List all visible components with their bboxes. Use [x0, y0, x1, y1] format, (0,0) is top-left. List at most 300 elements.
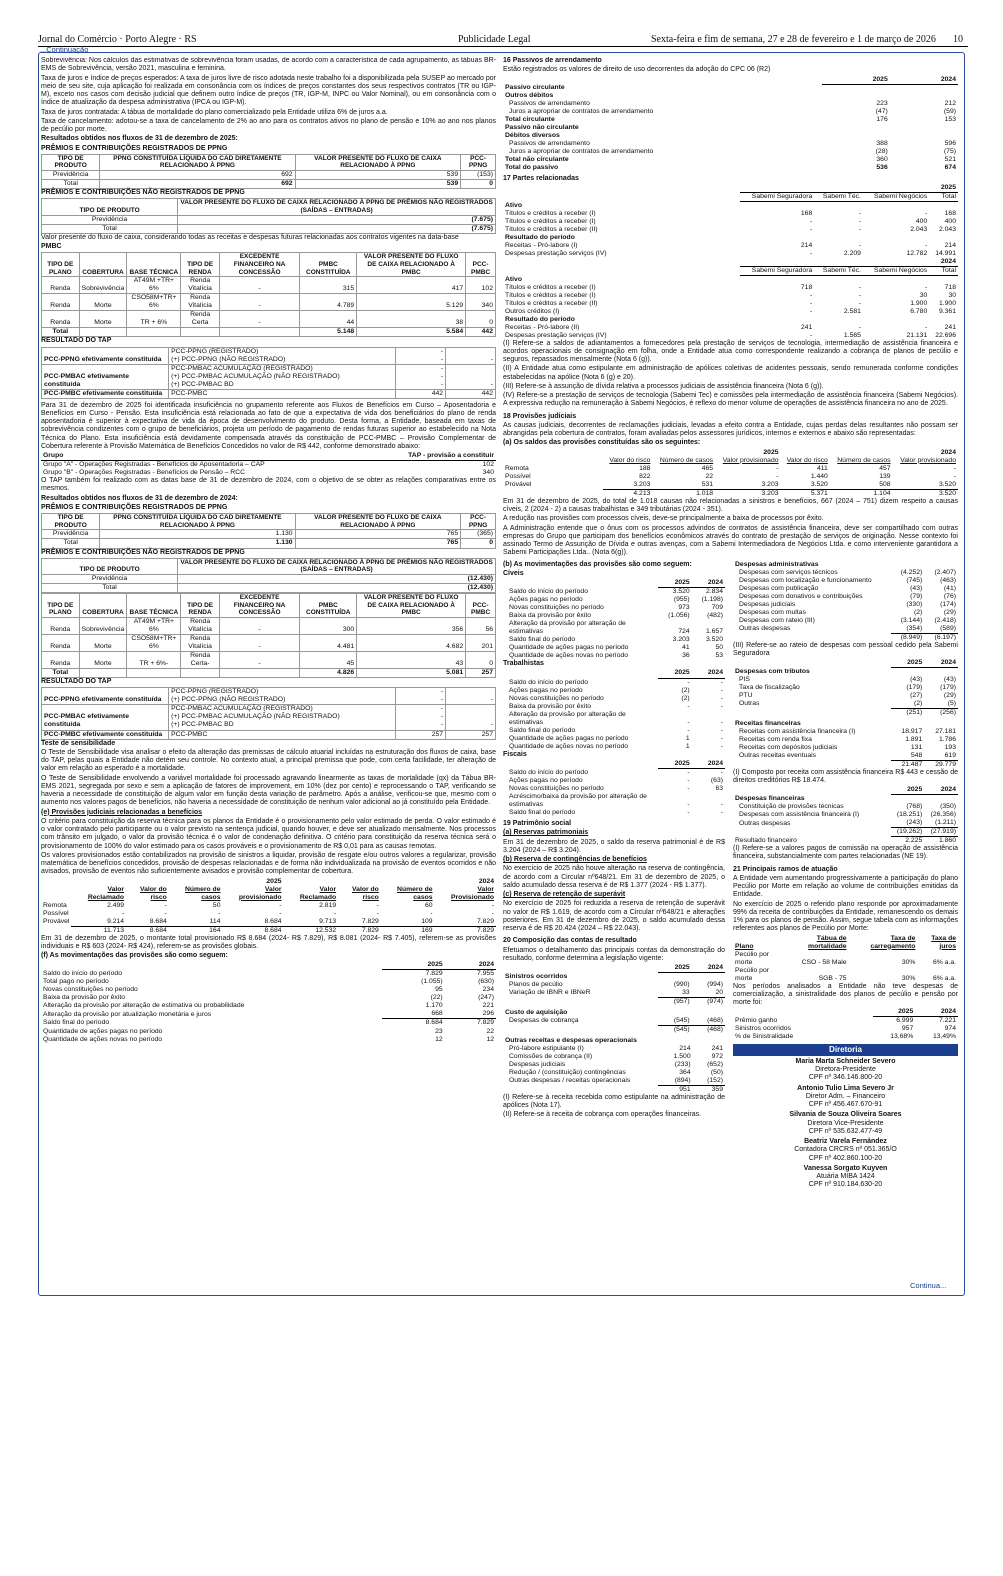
table-row: [42, 618, 496, 635]
note19-title: 19 Patrimônio social: [503, 820, 572, 827]
row-label: Comissões de cobrança (II): [509, 1052, 593, 1060]
table-cell: [863, 276, 929, 284]
tap-values: 257: [396, 730, 446, 739]
table-cell: 56: [466, 618, 496, 635]
value-2025: (3.144): [900, 616, 923, 624]
table-row: [42, 277, 496, 294]
revenue-footnote: (I) Composto por receita com assistência financeira R$ 443 e cessão de direitos creditórios R$ 18.474.: [733, 768, 958, 785]
row-label: Ativo: [505, 201, 522, 209]
table-row: [503, 300, 958, 308]
year-label: 2024: [692, 964, 725, 973]
tap-result-table: [41, 347, 496, 399]
table-cell: 822: [639, 472, 651, 480]
table-cell: 300: [300, 618, 357, 635]
table-cell: 2.043: [938, 226, 956, 234]
column-header: PCC-PPNG: [461, 154, 496, 170]
table-row: [503, 727, 725, 735]
row-label: Despesas com publicação: [739, 584, 819, 592]
table-row: [733, 684, 958, 692]
value-2024: 974: [944, 1025, 956, 1033]
row-label: Despesas de cobrança: [509, 1017, 579, 1025]
financial-table: [733, 561, 958, 642]
signer-name: Antonio Tulio Lima Severo Jr: [797, 1084, 894, 1092]
column-header: Valor Provisionado: [450, 885, 494, 901]
value-2025: [891, 795, 925, 803]
table-row: [733, 577, 958, 585]
value-2025: 973: [678, 604, 690, 612]
tap-items: PCC-PMBC: [169, 730, 396, 739]
table-row: [503, 1053, 725, 1061]
value-2024: 296: [482, 1010, 494, 1018]
table-cell: Possível: [43, 909, 69, 917]
table-cell: 4.789: [300, 294, 357, 311]
row-label: Total não circulante: [505, 156, 569, 164]
table-cell: Total: [42, 328, 80, 337]
table-row: [733, 744, 958, 752]
table-row: [41, 994, 496, 1002]
value-2024: -: [720, 702, 723, 710]
table-row: [42, 669, 496, 678]
tap-result-table: [41, 687, 496, 739]
table-cell: 400: [944, 218, 956, 225]
column-header: Sabemi Seguradora: [740, 193, 815, 202]
table-cell: 5.148: [300, 328, 357, 337]
year-header-row: [503, 579, 725, 588]
table-cell: -: [953, 464, 956, 472]
value-2025: (43): [910, 675, 923, 683]
note21-text: A Entidade vem aumentando progressivamente a participação do plano Pecúlio por Morte em relação ao volume de contribuições emitidas da Entidade.: [733, 874, 958, 899]
value-2024: [890, 124, 958, 132]
table-cell: [41, 926, 71, 935]
unregistered-premiums-title: PRÊMIOS E CONTRIBUIÇÕES NÃO REGISTRADOS DE PPNG: [41, 548, 245, 556]
table-header: [42, 594, 496, 618]
table-cell: 4.826: [300, 669, 357, 678]
continuation-bottom: Continua...: [910, 1281, 947, 1290]
table-cell: Renda Certa: [181, 311, 219, 328]
table-cell: CSO - 58 Male: [801, 958, 847, 966]
blank-head: [503, 457, 603, 465]
table-row: [503, 210, 958, 218]
row-label: [503, 1085, 658, 1094]
note18a-title: (a) Os saldos das provisões constituídas são os seguintes:: [503, 439, 701, 447]
table-cell: -: [809, 331, 813, 339]
value-2024: (630): [478, 978, 494, 986]
value-2024: (152): [707, 1076, 723, 1084]
table-row: [42, 347, 496, 364]
table-row: [42, 730, 496, 739]
table-cell: 9.214: [107, 917, 125, 925]
blank-head: [41, 878, 71, 886]
table-row: [503, 793, 725, 809]
table-row: [503, 1009, 725, 1017]
table-row: [41, 902, 496, 910]
table-cell: [181, 669, 219, 678]
table-cell: -: [219, 652, 300, 669]
table-cell: -: [491, 909, 494, 917]
tap-group: PCC-PMBAC efetivamente constituída: [42, 705, 169, 730]
column-header: VALOR PRESENTE DO FLUXO DE CAIXA RELACIONADO À PPNG DE PRÊMIOS NÃO REGISTRADOS (SAÍDAS – ENTRADAS): [178, 558, 496, 574]
column-header: EXCEDENTE FINANCEIRO NA CONCESSÃO: [219, 594, 300, 618]
value-2024: 221: [482, 1002, 494, 1010]
year-label: 2025: [658, 964, 691, 973]
row-label: Custo de aquisição: [505, 1008, 568, 1016]
table-cell: Renda: [42, 311, 80, 328]
table-cell: 50: [212, 901, 221, 909]
row-label: Resultado do período: [505, 234, 575, 242]
row-label: Passivo circulante: [505, 84, 565, 92]
row-label: Outras despesas: [739, 819, 791, 827]
value-2025: -: [687, 768, 690, 776]
table-cell: [740, 316, 815, 324]
value-2024: 212: [944, 100, 956, 108]
column-header: Valor do risco: [786, 456, 828, 464]
table-cell: 2.209: [843, 250, 861, 258]
value-2025: [822, 132, 890, 140]
table-row: [41, 1019, 496, 1028]
year-label: 2024: [915, 1008, 958, 1017]
table-cell: [181, 328, 219, 337]
table-cell: 3.520: [810, 480, 828, 488]
value-2024: 7.221: [938, 1017, 956, 1025]
table-cell: Morte: [79, 294, 127, 311]
value-2025: (768): [906, 802, 923, 810]
table-row: [503, 108, 958, 116]
year-label: 2025: [873, 1008, 916, 1017]
row-label: Títulos e créditos a receber (I): [505, 209, 596, 217]
tap-total: -: [446, 688, 496, 705]
value-2025: (1.055): [421, 978, 443, 986]
row-label: Despesas com localização e funcionamento: [739, 576, 872, 584]
table-row: [42, 539, 496, 548]
intro-paragraph: Taxa de juros contratada: A tábua de mortalidade do plano comercializado pela Entidade utiliza 6% de juros a.a.: [41, 108, 388, 116]
year-header-row: [503, 184, 958, 193]
tap-result-title: RESULTADO DO TAP: [41, 678, 112, 686]
column-header: Valor provisionado: [900, 456, 956, 464]
note20-footnote: (II) Refere-se à receita de cobrança com operações financeiras.: [503, 1111, 702, 1119]
table-row: [503, 636, 725, 644]
blank-head: [733, 1008, 873, 1017]
value-2024: [692, 1009, 725, 1017]
value-2025: 360: [876, 156, 888, 164]
tap-values: - - -: [396, 705, 446, 730]
column-header: VALOR PRESENTE DO FLUXO DE CAIXA RELACIONADO À PPNG DE PRÊMIOS NÃO REGISTRADOS (SAÍDAS – ENTRADAS): [178, 199, 496, 215]
row-label: Planos de pecúlio: [509, 980, 563, 988]
value-2024: (5): [947, 699, 956, 707]
table-row: [733, 609, 958, 617]
equity-text: No exercício de 2025 foi reduzida a reserva de retenção de superávit no valor de R$ 1.619, de acordo com a Circular nº648/21 e alterações posteriores. Em 31 de dezembro de 2025, o saldo acumulado dessa reserva é de R$ 20.424 (2024 – R$ 22.043).: [503, 900, 725, 932]
column-header: EXCEDENTE FINANCEIRO NA CONCESSÃO: [219, 253, 300, 277]
table-row: [41, 469, 496, 477]
row-label: Redução / (constituição) contingências: [509, 1068, 626, 1076]
row-label: Quantidade de ações pagas no período: [43, 1027, 163, 1035]
row-label: Taxa de fiscalização: [739, 683, 800, 691]
column-header: PCC-PPNG: [461, 514, 496, 530]
column-header: VALOR PRESENTE DO FLUXO DE CAIXA RELACIONADO À PMBC: [357, 594, 466, 618]
table-cell: 718: [944, 283, 956, 291]
signer-name: Silvania de Souza Oliveira Soares: [789, 1111, 902, 1119]
year-label: 2025: [822, 76, 890, 85]
judicial-paragraph: O critério para constituição da reserva técnica para os planos da Entidade é o provisionamento pelo valor estimado de perda. O valor estimado é o valor contratado pelo participante ou o valor previsto na sentença judicial, quando houver, e deve ser atualizado mensalmente. Nos processos com trânsito em julgado, o valor da provisão técnica é o valor de condenação definitiva. O critério para constituição da reserva técnica será o provisionamento de 100% do valor estimado para os casos prováveis e o provisionamento de R$ 0,01 para as causas remotas.: [41, 817, 496, 850]
row-label: Saldo do início do período: [509, 678, 588, 686]
value-2025: 1.891: [905, 735, 923, 743]
tap-group: PCC-PMBC efetivamente constituída: [42, 730, 169, 739]
column-header: TIPO DE PLANO: [42, 253, 80, 277]
table-row: [503, 588, 725, 597]
table-row: [503, 1045, 725, 1053]
table-cell: [740, 234, 815, 242]
blank-head: [503, 267, 740, 276]
year-label: 2025: [763, 448, 779, 456]
table-cell: 2.819: [319, 901, 337, 909]
row-label: Receitas - Pró-labore (II): [505, 323, 580, 331]
column-header: TIPO DE RENDA: [181, 253, 219, 277]
year-header-row: [503, 760, 725, 769]
financial-table: [503, 1037, 725, 1094]
value-2024: [890, 84, 958, 92]
table-cell: [814, 276, 863, 284]
row-label: Títulos e créditos a receber (I): [505, 283, 596, 291]
value-2024: [924, 561, 958, 569]
table-cell: Previdência: [42, 575, 178, 584]
value-2024: 2.834: [705, 588, 723, 596]
table-cell: -: [219, 635, 300, 652]
value-2025: -: [687, 776, 690, 784]
table-row: [733, 1017, 958, 1026]
value-2024: 1.860: [924, 837, 958, 846]
value-2024: (29): [943, 691, 956, 699]
value-2024: 1.786: [938, 735, 956, 743]
row-value: 340: [482, 469, 494, 477]
column-left: [41, 57, 496, 1576]
table-cell: 0: [461, 539, 496, 548]
row-label: Acréscimo/baixa da provisão por alteração de estimativas: [509, 792, 647, 808]
results-2025-title: Resultados obtidos nos fluxos de 31 de dezembro de 2025:: [41, 135, 238, 143]
table-row: [503, 711, 725, 727]
table-cell: 5.081: [357, 669, 466, 678]
equity-subtitle: (c) Reserva de retenção de superávit: [503, 891, 626, 898]
row-label: Despesas financeiras: [735, 794, 805, 802]
row-label: % de Sinistralidade: [735, 1033, 794, 1041]
column-header: Grupo: [41, 452, 366, 461]
row-label: Títulos e créditos a receber (I): [505, 291, 596, 299]
value-2024: -: [720, 768, 723, 776]
table-cell: Previdência: [42, 171, 100, 180]
table-row: [503, 100, 958, 108]
table-cell: 6.780: [910, 307, 928, 315]
labor-title: Trabalhistas: [503, 660, 544, 668]
value-2024: (75): [943, 148, 956, 156]
table-cell: Possível: [505, 472, 531, 480]
year-header-row: [503, 964, 725, 973]
value-2024: 12: [486, 1035, 494, 1043]
row-label: Pró-labore estipulante (I): [509, 1044, 584, 1052]
table-row: [733, 668, 958, 676]
note17-footnote: (IV) Refere-se a prestação de serviços de tecnologia (Sabemi Tec) e comissões pela intermediação de assistência financeira (Sabemi Negócios). A expressiva redução na remuneração à Sabemi Negócios, é reflexo do menor volume de operações de assistência financeira no ano de 2025.: [503, 392, 958, 408]
table-row: [503, 596, 725, 604]
value-2025: [891, 561, 925, 569]
table-cell: [127, 328, 181, 337]
blank-head: [503, 258, 740, 267]
value-2025: 131: [910, 743, 923, 751]
table-cell: 7.829: [361, 917, 379, 925]
table-header: [503, 193, 958, 202]
column-header: PPNG CONSTITUÍDA LÍQUIDA DO CAD DIRETAMENTE RELACIONADO À PPNG: [100, 154, 295, 170]
table-row: [733, 951, 958, 967]
table-row: [503, 1069, 725, 1077]
table-cell: Previdência: [42, 530, 100, 539]
table-cell: CSO58M+TR+ 6%: [127, 635, 181, 652]
row-label: Grupo "A" - Operações Registradas - Benefícios de Aposentadoria – CAP: [43, 461, 265, 469]
column-header: Valor do risco: [352, 885, 379, 901]
value-2024: 709: [711, 604, 723, 612]
value-2025: 536: [876, 164, 888, 172]
value-2025: (251): [891, 708, 925, 717]
table-row: [503, 695, 725, 703]
value-2025: 21.487: [891, 760, 925, 769]
table-cell: 765: [295, 539, 461, 548]
table-row: [733, 760, 958, 769]
table-cell: TR + 6%: [127, 311, 181, 328]
registered-premiums-table: [41, 513, 496, 548]
row-label: Despesas com assistência financeira (I): [739, 810, 860, 818]
table-cell: 340: [466, 294, 496, 311]
row-label: [733, 633, 891, 642]
table-cell: AT49M +TR+ 6%: [127, 618, 181, 635]
value-2025: (43): [910, 584, 923, 592]
column-header: Plano: [735, 942, 754, 950]
table-cell: 400: [915, 218, 928, 225]
table-cell: 0: [461, 180, 496, 189]
value-2025: 668: [431, 1010, 443, 1018]
value-2025: (28): [875, 148, 888, 156]
table-cell: Renda: [42, 652, 80, 669]
table-cell: 114: [209, 917, 221, 925]
table-row: [503, 250, 958, 258]
insufficiency-text: Para 31 de dezembro de 2025 foi identificada insuficiência no grupamento referente aos Fluxos de Benefícios em Curso – Aposentadoria e Benefícios em Curso - Pensão. Esta insuficiência está relacionada ao fato de que a expectativa de vida dos beneficiários do plano de renda aposentadoria é superior à expectativa de vida da época de desenvolvimento do produto. Desta forma, a Entidade, baseada em taxas de sobrevivência condizentes com o grupo de beneficiários, projeta um período de pagamento de rendas futuras superior ao estabelecido na Nota Técnica do Plano. Esta insuficiência está devidamente compensada através da constituição de PCC-PMBC – Provisão Complementar de Cobertura referente à Provisão Matemática de Benefícios Concedidos no valor de R$ 442, conforme demonstrado abaixo:: [41, 401, 496, 450]
table-cell: CSO58M+TR+ 6%: [127, 294, 181, 311]
value-2025: 1: [685, 734, 690, 742]
table-cell: 7.829: [435, 926, 496, 935]
value-2025: (19.262): [891, 828, 925, 837]
table-cell: 1.900: [938, 299, 956, 307]
table-cell: [503, 489, 603, 498]
row-label: Sinistros ocorridos: [505, 972, 568, 980]
unregistered-premiums-table: [41, 558, 496, 593]
table-cell: -: [858, 226, 861, 234]
value-2024: [890, 132, 958, 140]
column-header: PCC-PMBC: [466, 253, 496, 277]
row-label: Juros a apropriar de contratos de arrendamento: [509, 108, 654, 116]
value-2024: [693, 1037, 725, 1045]
table-cell: Remota: [505, 464, 529, 472]
value-2024: [692, 973, 725, 981]
value-2024: (29): [943, 608, 956, 616]
table-row: [42, 224, 496, 233]
value-2025: 951: [658, 1085, 692, 1094]
table-row: [41, 970, 496, 979]
blank-head: [503, 449, 603, 457]
blank-head: [503, 193, 740, 202]
value-2025: 33: [682, 988, 690, 996]
table-row: [503, 202, 958, 210]
table-row: [503, 481, 958, 490]
value-2025: 1.500: [673, 1052, 691, 1060]
table-cell: [219, 328, 300, 337]
row-label: Baixa da provisão por êxito: [509, 702, 591, 710]
table-row: [42, 294, 496, 311]
value-2025: 3.203: [672, 636, 690, 644]
table-cell: Total: [42, 669, 80, 678]
row-label: Despesas com donativos e contribuições: [739, 592, 863, 600]
table-cell: -: [279, 909, 282, 917]
signer-cpf: CPF nº 402.860.100-20: [808, 1154, 883, 1162]
value-2025: 13,68%: [890, 1033, 914, 1041]
column-header: VALOR PRESENTE DO FLUXO DE CAIXA RELACIONADO À PMBC: [357, 253, 466, 277]
equity-subtitle: (a) Reservas patrimoniais: [503, 829, 589, 837]
unregistered-premiums-title: PRÊMIOS E CONTRIBUIÇÕES NÃO REGISTRADOS DE PPNG: [41, 189, 245, 197]
value-2024: (76): [943, 592, 956, 600]
newspaper-name: Jornal do Comércio · Porto Alegre · RS: [38, 34, 197, 45]
table-cell: 30: [948, 291, 956, 299]
year-header-row: [41, 961, 496, 970]
table-header: [41, 452, 496, 461]
financial-table: [503, 76, 958, 173]
table-row: [503, 324, 958, 332]
value-2025: (2): [681, 686, 690, 694]
signature-block: [733, 1138, 958, 1163]
table-cell: 164: [169, 926, 223, 935]
table-row: [733, 593, 958, 601]
row-label: Saldo do início do período: [43, 970, 122, 978]
table-cell: 188: [639, 464, 651, 472]
value-2025: (894): [674, 1076, 691, 1084]
table-cell: -: [219, 311, 300, 328]
row-label: Quantidade de ações novas no período: [509, 652, 629, 660]
table-cell: 539: [295, 171, 461, 180]
table-row: [42, 180, 496, 189]
table-cell: Renda Vitalícia: [181, 294, 219, 311]
table-cell: 3.203: [761, 480, 779, 488]
table-cell: -: [924, 283, 928, 291]
year-label: 2024: [692, 760, 725, 769]
signer-name: Vanessa Sorgato Kuyven: [803, 1164, 888, 1172]
note20-text: Efetuamos o detalhamento das principais contas da demonstração do resultado, conforme determina a legislação vigente:: [503, 946, 725, 962]
row-label: Passivos de arrendamento: [509, 140, 590, 148]
row-label: Outras despesas: [739, 625, 791, 633]
value-2025: -: [687, 726, 690, 734]
table-cell: 2.499: [107, 901, 125, 909]
table-row: [42, 311, 496, 328]
column-header: VALOR PRESENTE DO FLUXO DE CAIXA RELACIONADO À PPNG: [295, 154, 461, 170]
row-label: [733, 708, 891, 717]
tap-total: -: [446, 347, 496, 364]
table-cell: 214: [944, 242, 956, 250]
table-row: [41, 1028, 496, 1036]
table-cell: 692: [100, 180, 295, 189]
table-cell: -: [776, 464, 779, 472]
table-row: [42, 705, 496, 730]
note20-footnote: (I) Refere-se à receita recebida como estipulante na administração de apólices (Nota 17).: [503, 1093, 725, 1109]
financial-table: [733, 720, 958, 769]
value-2025: (233): [674, 1060, 691, 1068]
table-row: [733, 708, 958, 717]
row-label: Quantidade de ações pagas no período: [509, 734, 629, 742]
value-2025: (27): [910, 691, 923, 699]
tap-group: PCC-PMBAC efetivamente constituída: [42, 364, 169, 389]
table-cell: -: [858, 283, 861, 291]
table-cell: 109: [421, 917, 433, 925]
tax-title: Fiscais: [503, 750, 527, 758]
